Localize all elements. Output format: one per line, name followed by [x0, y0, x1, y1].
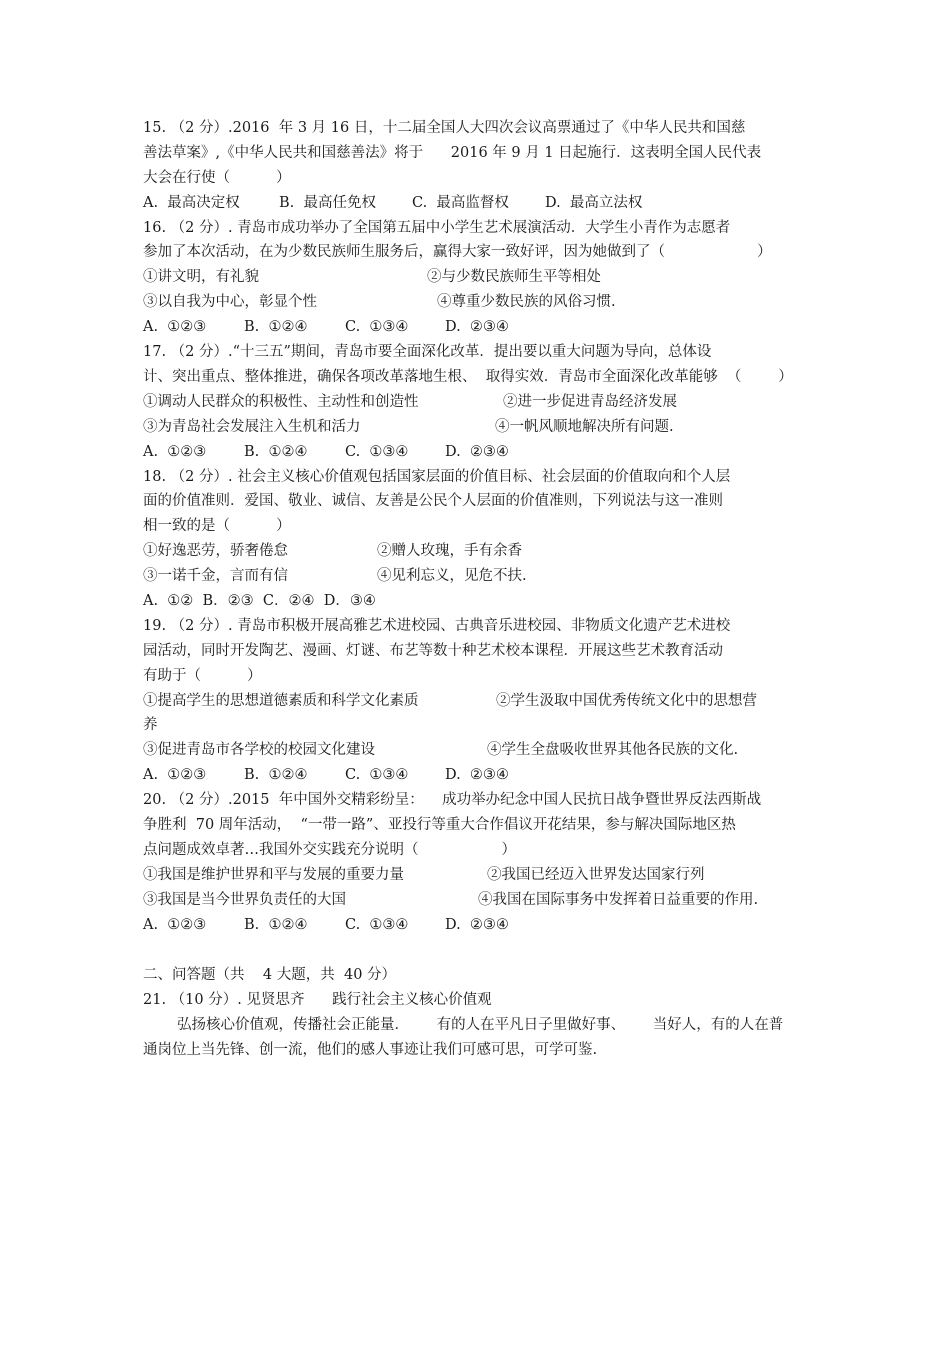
q19-item4: ④学生全盘吸收世界其他各民族的文化. [487, 742, 739, 758]
q21-line3: 通岗位上当先锋、创一流，他们的感人事迹让我们可感可思，可学可鉴. [143, 1042, 598, 1058]
q16-item3: ③以自我为中心，彰显个性 [143, 294, 317, 310]
q20-option-d: D. ②③④ [445, 917, 509, 933]
q19-item3: ③促进青岛市各学校的校园文化建设 [143, 742, 375, 758]
q20-item2: ②我国已经迈入世界发达国家行列 [487, 867, 705, 883]
q16-option-b: B. ①②④ [244, 319, 308, 335]
q15-line3: 大会在行使（ ） [143, 170, 291, 186]
q15-option-a: A. 最高决定权 [143, 195, 240, 211]
q20-item1: ①我国是维护世界和平与发展的重要力量 [143, 867, 404, 883]
q19-option-c: C. ①③④ [345, 767, 409, 783]
q16-option-a: A. ①②③ [143, 319, 207, 335]
q17-option-b: B. ①②④ [244, 444, 308, 460]
q18-line2: 面的价值准则．爱国、敬业、诚信、友善是公民个人层面的价值准则，下列说法与这一准则 [143, 493, 723, 509]
q17-item2: ②进一步促进青岛经济发展 [503, 394, 677, 410]
q15-line2: 善法草案》,《中华人民共和国慈善法》将于 2016 年 9 月 1 日起施行．这表明全国人民代表 [143, 145, 762, 161]
q16-option-c: C. ①③④ [345, 319, 409, 335]
q19-option-d: D. ②③④ [445, 767, 509, 783]
q16-item1: ①讲文明，有礼貌 [143, 269, 259, 285]
q16-item2: ②与少数民族师生平等相处 [427, 269, 601, 285]
q18-item1: ①好逸恶劳，骄奢倦怠 [143, 543, 288, 559]
q18-options: A. ①② B．②③ C．②④ D．③④ [143, 593, 376, 609]
q19-line2: 园活动，同时开发陶艺、漫画、灯谜、布艺等数十种艺术校本课程．开展这些艺术教育活动 [143, 643, 723, 659]
q15-option-c: C. 最高监督权 [412, 195, 509, 211]
q21-line2: 弘扬核心价值观，传播社会正能量． 有的人在平凡日子里做好事、 当好人，有的人在普 [177, 1017, 784, 1033]
q21-line1: 21. （10 分）. 见贤思齐 践行社会主义核心价值观 [143, 992, 492, 1008]
q15-option-b: B. 最高任免权 [279, 195, 376, 211]
q20-option-a: A. ①②③ [143, 917, 207, 933]
q19-item2: ②学生汲取中国优秀传统文化中的思想营 [496, 693, 757, 709]
q16-option-d: D. ②③④ [445, 319, 509, 335]
q19-line3: 有助于（ ） [143, 668, 262, 684]
q19-option-b: B. ①②④ [244, 767, 308, 783]
q16-line2: 参加了本次活动，在为少数民族师生服务后，赢得大家一致好评，因为她做到了（ ） [143, 244, 772, 260]
q19-line1: 19. （2 分）. 青岛市积极开展高雅艺术进校园、古典音乐进校园、非物质文化遗产艺术进校 [143, 618, 731, 634]
q17-option-a: A. ①②③ [143, 444, 207, 460]
q17-line2: 计、突出重点、整体推进，确保各项改革落地生根、 取得实效．青岛市全面深化改革能够 （ ） [143, 369, 793, 385]
q20-line3: 点问题成效卓著…我国外交实践充分说明（ ） [143, 842, 516, 858]
q17-line1: 17. （2 分）.“十三五”期间，青岛市要全面深化改革．提出要以重大问题为导向，总体设 [143, 344, 712, 360]
q19-item2-continued: 养 [143, 717, 158, 733]
q15-option-d: D. 最高立法权 [545, 195, 643, 211]
q20-option-b: B. ①②④ [244, 917, 308, 933]
q20-item3: ③我国是当今世界负责任的大国 [143, 892, 346, 908]
q19-option-a: A. ①②③ [143, 767, 207, 783]
q17-option-c: C. ①③④ [345, 444, 409, 460]
q18-item2: ②赠人玫瑰，手有余香 [377, 543, 522, 559]
q17-item3: ③为青岛社会发展注入生机和活力 [143, 419, 361, 435]
q17-item4: ④一帆风顺地解决所有问题. [495, 419, 674, 435]
q18-line1: 18. （2 分）. 社会主义核心价值观包括国家层面的价值目标、社会层面的价值取向和个人层 [143, 469, 731, 485]
q16-line1: 16. （2 分）. 青岛市成功举办了全国第五届中小学生艺术展演活动．大学生小青作为志愿者 [143, 220, 731, 236]
q19-item1: ①提高学生的思想道德素质和科学文化素质 [143, 693, 419, 709]
q20-option-c: C. ①③④ [345, 917, 409, 933]
q17-item1: ①调动人民群众的积极性、主动性和创造性 [143, 394, 419, 410]
q18-item4: ④见利忘义，见危不扶. [377, 568, 527, 584]
q17-option-d: D. ②③④ [445, 444, 509, 460]
q15-line1: 15. （2 分）.2016 年 3 月 16 日，十二届全国人大四次会议高票通过了《中华人民共和国慈 [143, 120, 746, 136]
q20-line2: 争胜利 70 周年活动， “一带一路”、亚投行等重大合作倡议开花结果，参与解决国际地区热 [143, 817, 736, 833]
q16-item4: ④尊重少数民族的风俗习惯. [437, 294, 616, 310]
q20-line1: 20. （2 分）.2015 年中国外交精彩纷呈： 成功举办纪念中国人民抗日战争暨世界反法西斯战 [143, 792, 762, 808]
q18-line3: 相一致的是（ ） [143, 518, 291, 534]
section-heading: 二、问答题（共 4 大题，共 40 分） [143, 967, 397, 983]
q20-item4: ④我国在国际事务中发挥着日益重要的作用. [478, 892, 759, 908]
q18-item3: ③一诺千金，言而有信 [143, 568, 288, 584]
